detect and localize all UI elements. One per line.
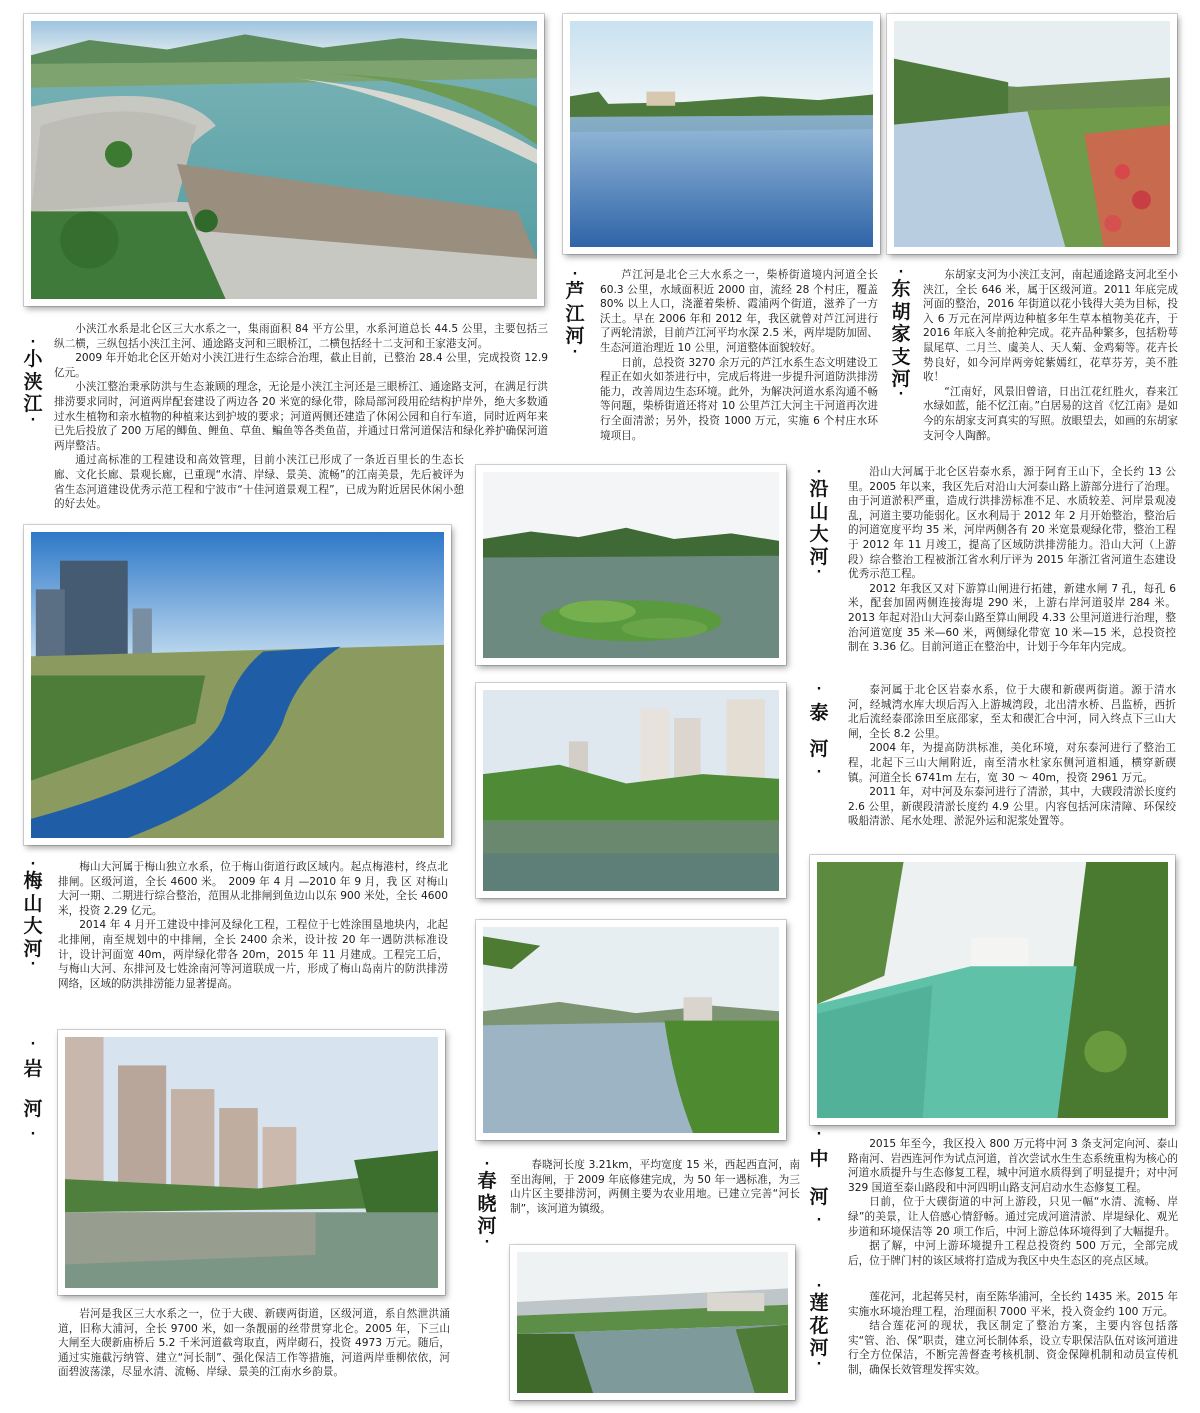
paragraph: 春晓河长度 3.21km，平均宽度 15 米，西起西直河，南至出海闸，于 2009 年底修建完成，为 50 年一遇标准，为三山片区主要排涝河，两侧主要为农业用地。已建立完善“河长制”，该河道为镇级。 [510, 1159, 800, 1215]
zhonghe-photo [810, 855, 1175, 1125]
chunxiao-text [510, 1158, 800, 1238]
paragraph: 日前，总投资 3270 余万元的芦江水系生态文明建设工程正在如火如荼进行中，完成后将进一步提升河道防洪排涝能力，改善周边生态环境。此外，为解决河道水系沟通不畅等问题，柴桥街道还将对 10 公里芦江大河主干河道再次进行全面清淤；另外，投资 1000 万元，实施 6 个村庄水环境项目。 [600, 356, 878, 442]
paragraph: 2012 年我区又对下游算山闸进行拓建，新建水闸 7 孔，每孔 6 米，配套加固两侧连接海堤 290 米，上游右岸河道驳岸 284 米。2013 年起对沿山大河泰山路至算山闸段 4.33 公里河道进行治理，整治河道宽度 35 米—60 米，两侧绿化带宽 10 米—15 米，总投资控制在 3.36 亿。目前河道正在整治中，计划于今年年内完成。 [848, 582, 1176, 654]
paragraph: 结合莲花河的现状，我区制定了整治方案，主要内容包括落实“管、治、保”职责，建立河长制体系，设立专职保洁队伍对该河道进行全方位保洁，不断完善督查考核机制、资金保障机制和动员宣传机制，确保长效管理发挥实效。 [848, 1320, 1178, 1377]
paragraph: 2014 年 4 月开工建设中排河及绿化工程，工程位于七姓涂围垦地块内，北起北排闸，南至规划中的中排闸，全长 2400 余米，设计按 20 年一遇防洪标准设计，设计河面宽 40m，两岸绿化带各 20m，2015 年 11 月建成。工程完工后，与梅山大河、东排河及七姓涂南河等河道联成一片，形成了梅山岛南片的防洪排涝网络，区域的防洪排涝能力显著提高。 [58, 919, 448, 990]
lianhua-title: · 莲花河 · [809, 1279, 829, 1372]
lianhua-text [848, 1290, 1178, 1400]
paragraph: 2009 年开始北仑区开始对小浃江进行生态综合治理，截止目前，已整治 28.4 公里，完成投资 12.9 亿元。 [54, 352, 548, 379]
lujianghe-text [600, 268, 878, 440]
paragraph: 2004 年，为提高防洪标准，美化环境，对东泰河进行了整治工程，北起下三山大闸附近，南至清水杜家东侧河道相通，横穿新碶镇。河道全长 6741m 左右，宽 30 ～ 40m，投资 2961 万元。 [848, 742, 1176, 784]
paragraph: 通过高标准的工程建设和高效管理，目前小浃江已形成了一条近百里长的生态长廊、文化长廊、景观长廊，已重现“水清、岸绿、景美、流畅”的江南美景，先后被评为省生态河道建设优秀示范工程和宁波市“十佳河道景观工程”，已成为附近居民休闲小憩的好去处。 [54, 454, 464, 511]
meishan-title: · 梅山大河 · [23, 857, 43, 973]
paragraph: 梅山大河属于梅山独立水系，位于梅山街道行政区域内。起点梅港村，终点北排闸。区级河道，全长 4600 米。 2009 年 4 月 —2010 年 9 月，我 区 对梅山大河一期、二期进行综合整治，范围从北排闸到鱼边山以东 900 米处，全长 4600 米，投资 2.29 亿元。 [58, 861, 448, 917]
paragraph: 小浃江水系是北仑区三大水系之一，集雨面积 84 平方公里，水系河道总长 44.5 公里，主要包括三纵二横，三纵包括小浃江主河、通途路支河和三眼桥江，二横包括经十二支河和王家港支河。 [54, 323, 548, 350]
donghujia-title: · 东胡家支河 · [891, 265, 911, 403]
paragraph: 据了解，中河上游环境提升工程总投资约 500 万元，全部完成后，位于牌门村的该区域将打造成为我区中央生态区的亮点区域。 [848, 1240, 1178, 1267]
yanhe-title: · 岩河 · [23, 1037, 43, 1143]
zhonghe-text [848, 1137, 1178, 1282]
donghujia-photo [887, 14, 1177, 254]
taihe-photo [476, 683, 786, 898]
chunxiao-photo [476, 920, 786, 1140]
lujianghe-title: · 芦江河 · [565, 267, 585, 360]
paragraph: 日前，位于大碶街道的中河上游段，只见一幅“水清、流畅、岸绿”的美景，让人倍感心情舒畅。通过完成河道清淤、岸堤绿化、观光步道和环境保洁等 20 项工作后，中河上游总体环境得到了大幅提升。 [848, 1196, 1178, 1238]
lianhua-photo [510, 1245, 795, 1400]
yanhe-text [58, 1307, 450, 1405]
zhonghe-title: · 中河 · [809, 1127, 829, 1229]
paragraph: 小浃江整治秉承防洪与生态兼顾的理念，无论是小浃江主河还是三眼桥江、通途路支河，在满足行洪排涝要求同时，河道两岸配套建设了两边各 20 米宽的绿化带，除局部河段用砼结构护岸外，绝大多数通过水生植物和亲水植物的种植来达到护坡的要求；河道两侧还建造了休闲公园和自行车道，同时近两年来已先后投放了 200 万尾的鲫鱼、鲤鱼、草鱼、鳊鱼等各类鱼苗，并通过日常河道保洁和绿化养护确保河道两岸整洁。 [54, 381, 548, 452]
lujianghe-photo [563, 14, 880, 254]
paragraph: 2011 年，对中河及东泰河进行了清淤，其中，大碶段清淤长度约 2.6 公里，新碶段清淤长度约 4.9 公里。内容包括河床清障、环保绞吸船清淤、尾水处理、淤泥外运和泥浆处置等。 [848, 786, 1176, 828]
paragraph: 沿山大河属于北仑区岩泰水系，源于阿育王山下，全长约 13 公里。2005 年以来，我区先后对沿山大河泰山路上游部分进行了治理。由于河道淤积严重，造成行洪排涝标准不足、水质较差、河岸景观凌乱，河道主要功能弱化。区水利局于 2012 年 2 月开始整治，整治后的河道宽度平均 35 米，河岸两侧各有 20 米宽景观绿化带，整治工程于 2012 年 11 月竣工，提高了区域防洪排涝能力。沿山大河（上游段）综合整治工程被浙江省水利厅评为 2015 年浙江省河道生态建设优秀示范工程。 [848, 466, 1176, 581]
donghujia-text [923, 268, 1178, 458]
taihe-title: · 泰河 · [809, 682, 829, 780]
meishan-photo [24, 525, 451, 845]
meishan-text [58, 860, 448, 990]
xiaojiajiang-title: · 小浃江 · [23, 335, 43, 428]
paragraph: 芦江河是北仑三大水系之一，柴桥街道境内河道全长 60.3 公里，水域面积近 2000 亩，流经 28 个村庄，覆盖 80% 以上人口，浇灌着柴桥、霞浦两个街道，滋养了一方沃土。早在 2006 年和 2012 年，我区就曾对芦江河进行了两轮清淤，目前芦江河平均水深 2.5 米，两岸堤防加固、生态河道治理近 10 公里，河道整体面貌较好。 [600, 269, 878, 355]
paragraph: 2015 年至今，我区投入 800 万元将中河 3 条支河定向河、泰山路南河、岩西连河作为试点河道，首次尝试水生生态系统重构为核心的河道水质提升与生态修复工程，城中河道水质得到了明显提升；对中河 329 国道至泰山路段和中河四明山路支河启动水生态修复工程。 [848, 1138, 1178, 1194]
paragraph: 东胡家支河为小浃江支河，南起通途路支河北至小浃江，全长 646 米，属于区级河道。2011 年底完成河面的整治，2016 年街道以花小钱得大美为目标，投入 6 万元在河岸两边种植多年生草本植物美花卉，于 2016 年底入冬前抢种完成。花卉品种繁多，包括粉萼鼠尾草、二月兰、虞美人、天人菊、金鸡菊等。花卉长势良好，如今河岸两旁姹紫嫣红，花草芬芳，美不胜收！ [923, 269, 1178, 384]
yanshan-title: · 沿山大河 · [809, 465, 829, 581]
paragraph: 莲花河，北起蒋吴村，南至陈华浦河，全长约 1435 米。2015 年实施水环境治理工程，治理面积 7000 平米，投入资金约 100 万元。 [848, 1291, 1178, 1318]
yanshan-text [848, 465, 1176, 665]
yanhe-photo [58, 1030, 445, 1295]
paragraph: “江南好，风景旧曾谙，日出江花红胜火，春来江水绿如蓝，能不忆江南。”白居易的这首《忆江南》是如今的东胡家支河真实的写照。放眼望去，如画的东胡家支河令人陶醉。 [923, 385, 1178, 442]
taihe-text [848, 683, 1176, 828]
paragraph: 泰河属于北仑区岩泰水系，位于大碶和新碶两街道。源于清水河，经城湾水库大坝后泻入上游城湾段，北出清水桥、吕监桥，西折北后流经泰邵涂田至底邵家，至太和碶汇合中河，同入终点下三山大闸，全长 8.2 公里。 [848, 684, 1176, 740]
chunxiao-title: · 春晓河 · [477, 1157, 497, 1250]
xiaojiajiang-text [54, 322, 548, 511]
paragraph: 岩河是我区三大水系之一，位于大碶、新碶两街道，区级河道，系自然泄洪涌道，旧称大浦河，全长 9700 米，如一条靓丽的丝带贯穿北仑。2005 年，下三山大闸至大碶新庙桥后 5.2 千米河道截弯取直，两岸砌石，投资 4973 万元。随后，通过实施截污纳管、建立“河长制”、强化保洁工作等措施，河道两岸垂柳依依，河面碧波荡漾，尽显水清、流畅、岸绿、景美的江南水乡韵景。 [58, 1308, 450, 1379]
xiaojiajiang-photo [24, 14, 544, 306]
